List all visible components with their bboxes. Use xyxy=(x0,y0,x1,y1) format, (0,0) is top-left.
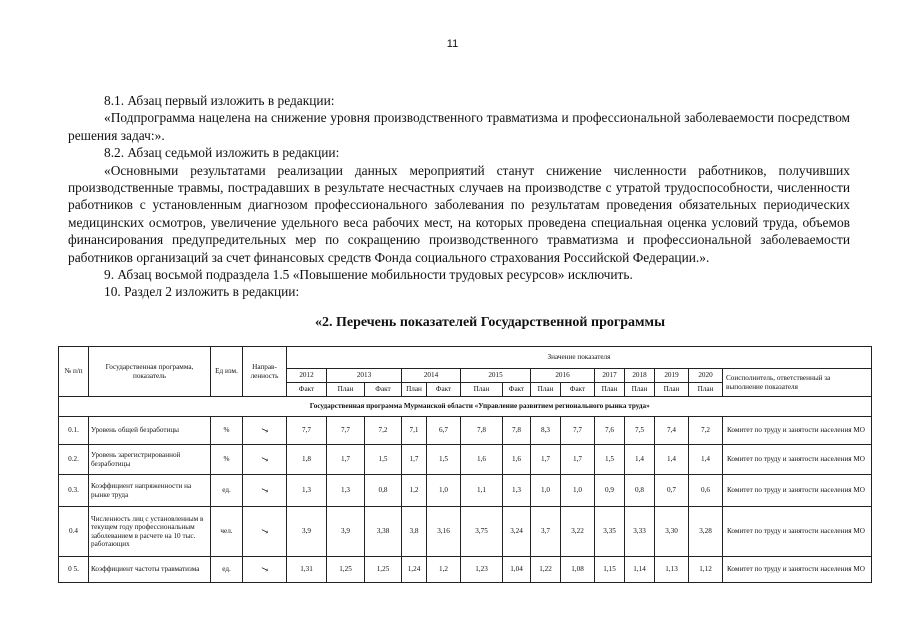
row-value: 3,7 xyxy=(531,507,561,557)
row-value: 3,75 xyxy=(461,507,503,557)
arrow-down-icon: ↘ xyxy=(259,524,270,537)
header-fact: Факт xyxy=(287,383,327,397)
row-num: 0.2. xyxy=(59,445,89,475)
row-value: 3,16 xyxy=(427,507,461,557)
row-value: 1,15 xyxy=(595,557,625,583)
row-name: Коэффициент частоты травматизма xyxy=(89,557,211,583)
page-number: 11 xyxy=(446,38,459,50)
header-plan: План xyxy=(531,383,561,397)
row-direction xyxy=(243,507,287,557)
row-value: 1,4 xyxy=(689,445,723,475)
row-value: 3,24 xyxy=(503,507,531,557)
row-value: 1,2 xyxy=(427,557,461,583)
row-value: 1,0 xyxy=(561,475,595,507)
row-num: 0.1. xyxy=(59,417,89,445)
header-plan: План xyxy=(655,383,689,397)
row-value: 1,0 xyxy=(531,475,561,507)
arrow-down-icon: ↘ xyxy=(259,562,270,575)
header-unit: Ед изм. xyxy=(211,347,243,397)
row-value: 1,4 xyxy=(655,445,689,475)
paragraph-subprogram-quote: «Подпрограмма нацелена на снижение уровня производственного травматизма и профессиональной заболеваемости посредством решения задач:». xyxy=(68,110,850,143)
row-value: 3,22 xyxy=(561,507,595,557)
row-unit: % xyxy=(211,445,243,475)
row-value: 3,28 xyxy=(689,507,723,557)
row-value: 1,5 xyxy=(595,445,625,475)
table-row xyxy=(59,417,872,445)
header-year: 2014 xyxy=(402,369,461,383)
row-value: 3,33 xyxy=(625,507,655,557)
row-value: 6,7 xyxy=(427,417,461,445)
row-value: 1,2 xyxy=(402,475,427,507)
row-value: 0,8 xyxy=(625,475,655,507)
header-name: Государственная программа, показатель xyxy=(89,347,211,397)
document-body xyxy=(68,92,850,301)
paragraph-results-quote: «Основными результатами реализации данных мероприятий станут снижение численности работников, получивших производственные травмы, пострадавших в результате несчастных случаев на производстве с утратой трудоспособности, численности работников с установленным диагнозом профессионального заболевания по результатам проведения обязательных периодических медицинских осмотров, увеличение удельного веса рабочих мест, на которых проведена специальная оценка условий труда, объемов финансирования предупредительных мер по сокращению производственного травматизма и профессиональной заболеваемости работников организаций за счет финансовых средств Фонда социального страхования Российской Федерации.». xyxy=(68,162,850,265)
row-value: 1,08 xyxy=(561,557,595,583)
header-num: № п/п xyxy=(59,347,89,397)
row-direction xyxy=(243,445,287,475)
arrow-down-icon: ↘ xyxy=(259,483,270,496)
paragraph-10: 10. Раздел 2 изложить в редакции: xyxy=(104,284,300,300)
row-value: 1,5 xyxy=(427,445,461,475)
row-value: 3,8 xyxy=(402,507,427,557)
row-value: 7,8 xyxy=(461,417,503,445)
row-value: 1,25 xyxy=(327,557,365,583)
row-value: 3,35 xyxy=(595,507,625,557)
row-value: 1,7 xyxy=(531,445,561,475)
row-value: 7,7 xyxy=(287,417,327,445)
row-num: 0.4 xyxy=(59,507,89,557)
header-plan: План xyxy=(402,383,427,397)
header-responsible: Соисполнитель, ответственный за выполнение показателя xyxy=(723,369,872,397)
row-responsible: Комитет по труду и занятости населения МО xyxy=(723,475,872,507)
row-value: 7,6 xyxy=(595,417,625,445)
row-value: 7,7 xyxy=(561,417,595,445)
header-year: 2017 xyxy=(595,369,625,383)
row-value: 7,7 xyxy=(327,417,365,445)
row-value: 1,7 xyxy=(327,445,365,475)
row-value: 1,3 xyxy=(287,475,327,507)
row-value: 1,7 xyxy=(402,445,427,475)
paragraph-8-2: 8.2. Абзац седьмой изложить в редакции: xyxy=(104,145,340,161)
row-value: 3,30 xyxy=(655,507,689,557)
section-title: Государственная программа Мурманской области «Управление развитием регионального рынка труда» xyxy=(89,397,872,417)
row-value: 1,4 xyxy=(625,445,655,475)
row-value: 1,12 xyxy=(689,557,723,583)
table-row xyxy=(59,507,872,557)
row-value: 0,7 xyxy=(655,475,689,507)
row-name: Коэффициент напряженности на рынке труда xyxy=(89,475,211,507)
paragraph-9: 9. Абзац восьмой подраздела 1.5 «Повышение мобильности трудовых ресурсов» исключить. xyxy=(104,267,633,283)
row-value: 7,5 xyxy=(625,417,655,445)
header-fact: Факт xyxy=(561,383,595,397)
row-unit: % xyxy=(211,417,243,445)
row-num: 0 5. xyxy=(59,557,89,583)
row-num: 0.3. xyxy=(59,475,89,507)
row-value: 1,23 xyxy=(461,557,503,583)
arrow-down-icon: ↘ xyxy=(259,452,270,465)
row-value: 1,1 xyxy=(461,475,503,507)
header-year: 2015 xyxy=(461,369,531,383)
row-name: Численность лиц с установленным в текущем году профессиональным заболеванием в расчете на 10 тыс. работающих xyxy=(89,507,211,557)
header-plan: План xyxy=(625,383,655,397)
row-unit: ед. xyxy=(211,557,243,583)
row-value: 1,8 xyxy=(287,445,327,475)
row-responsible: Комитет по труду и занятости населения МО xyxy=(723,557,872,583)
header-year: 2018 xyxy=(625,369,655,383)
row-value: 7,8 xyxy=(503,417,531,445)
table-row xyxy=(59,557,872,583)
row-unit: ед. xyxy=(211,475,243,507)
header-year: 2019 xyxy=(655,369,689,383)
row-value: 1,6 xyxy=(503,445,531,475)
header-plan: План xyxy=(595,383,625,397)
header-year: 2020 xyxy=(689,369,723,383)
header-values-group: Значение показателя xyxy=(287,347,872,369)
row-value: 3,9 xyxy=(327,507,365,557)
row-value: 8,3 xyxy=(531,417,561,445)
header-year: 2013 xyxy=(327,369,402,383)
arrow-down-icon: ↘ xyxy=(259,423,270,436)
table-title: «2. Перечень показателей Государственной программы xyxy=(315,315,665,330)
row-value: 3,9 xyxy=(287,507,327,557)
row-value: 1,04 xyxy=(503,557,531,583)
header-plan: План xyxy=(327,383,365,397)
row-value: 7,2 xyxy=(365,417,402,445)
row-value: 1,13 xyxy=(655,557,689,583)
header-fact: Факт xyxy=(427,383,461,397)
row-direction xyxy=(243,475,287,507)
header-fact: Факт xyxy=(503,383,531,397)
row-direction xyxy=(243,557,287,583)
row-value: 0,6 xyxy=(689,475,723,507)
header-year: 2016 xyxy=(531,369,595,383)
row-value: 7,4 xyxy=(655,417,689,445)
row-value: 1,0 xyxy=(427,475,461,507)
row-value: 1,6 xyxy=(461,445,503,475)
row-value: 1,7 xyxy=(561,445,595,475)
row-value: 1,3 xyxy=(327,475,365,507)
row-value: 1,22 xyxy=(531,557,561,583)
header-plan: План xyxy=(689,383,723,397)
table-row xyxy=(59,445,872,475)
row-direction xyxy=(243,417,287,445)
row-responsible: Комитет по труду и занятости населения МО xyxy=(723,417,872,445)
indicators-table xyxy=(58,346,872,583)
row-value: 0,8 xyxy=(365,475,402,507)
header-plan: План xyxy=(461,383,503,397)
row-value: 1,25 xyxy=(365,557,402,583)
header-fact: Факт xyxy=(365,383,402,397)
row-value: 7,1 xyxy=(402,417,427,445)
row-responsible: Комитет по труду и занятости населения МО xyxy=(723,507,872,557)
header-year: 2012 xyxy=(287,369,327,383)
row-value: 1,5 xyxy=(365,445,402,475)
row-responsible: Комитет по труду и занятости населения МО xyxy=(723,445,872,475)
row-value: 1,14 xyxy=(625,557,655,583)
row-name: Уровень общей безработицы xyxy=(89,417,211,445)
table-row xyxy=(59,475,872,507)
row-value: 1,24 xyxy=(402,557,427,583)
row-value: 1,3 xyxy=(503,475,531,507)
row-value: 7,2 xyxy=(689,417,723,445)
row-unit: чел. xyxy=(211,507,243,557)
row-value: 3,38 xyxy=(365,507,402,557)
row-value: 1,31 xyxy=(287,557,327,583)
header-direction: Направ-ленность xyxy=(243,347,287,397)
row-value: 0,9 xyxy=(595,475,625,507)
row-name: Уровень зарегистрированной безработицы xyxy=(89,445,211,475)
paragraph-8-1: 8.1. Абзац первый изложить в редакции: xyxy=(104,93,335,108)
